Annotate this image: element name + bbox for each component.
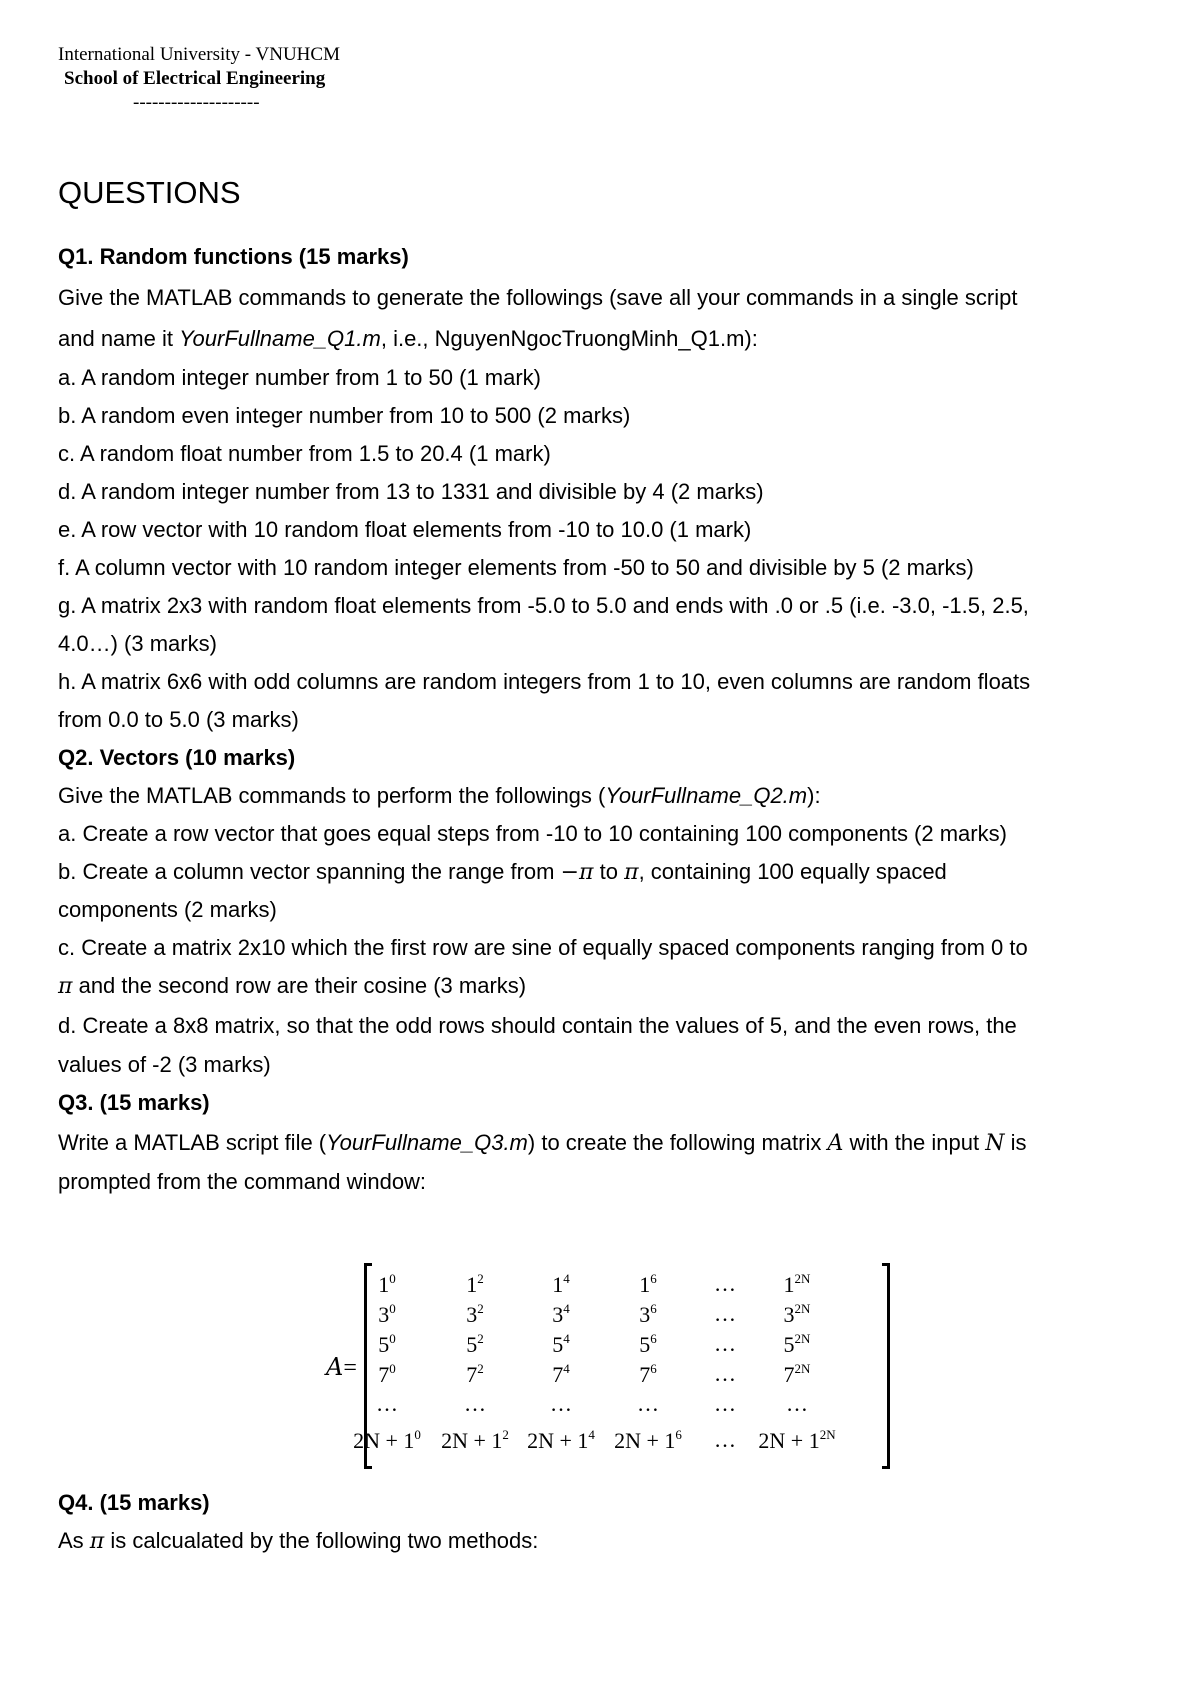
- q2-intro: [58, 777, 1148, 815]
- matrix-cell: …: [550, 1391, 572, 1416]
- q4-text-b: is calcualated by the following two methods:: [104, 1528, 539, 1553]
- q2-item-d-line1: d. Create a 8x8 matrix, so that the odd rows should contain the values of 5, and the even rows, the: [58, 1013, 1017, 1038]
- matrix-cell: $7^6$: [639, 1361, 657, 1387]
- header-divider: --------------------: [133, 92, 260, 113]
- matrix-cell: …: [376, 1391, 398, 1416]
- matrix-cell: $1^0$: [378, 1271, 396, 1297]
- school-name: School of Electrical Engineering: [64, 68, 326, 89]
- matrix-cell: $7^2$: [466, 1361, 484, 1387]
- matrix-cell: $2N + 1^4$: [527, 1427, 595, 1453]
- matrix-cell: $1^{2N}$: [783, 1271, 811, 1297]
- q1-intro-text-a: and name it: [58, 326, 180, 351]
- q3-text-d: is: [1004, 1130, 1027, 1155]
- q2-item-c-text: and the second row are their cosine (3 marks): [72, 973, 527, 998]
- matrix-cell: …: [714, 1361, 736, 1386]
- q3-var-a: A: [827, 1131, 844, 1156]
- q1-heading: Q1. Random functions (15 marks): [58, 244, 409, 269]
- q2-pi: π: [624, 860, 639, 885]
- q2-intro-text-b: ):: [807, 783, 821, 808]
- q2-heading: Q2. Vectors (10 marks): [58, 745, 296, 770]
- q1-item-b: b. A random even integer number from 10 to 500 (2 marks): [58, 403, 631, 428]
- matrix-cell: …: [714, 1301, 736, 1326]
- q1-item-d: d. A random integer number from 13 to 1331 and divisible by 4 (2 marks): [58, 479, 764, 504]
- matrix-cell: $5^{2N}$: [783, 1331, 811, 1357]
- q2-filename: YourFullname_Q2.m: [605, 783, 808, 808]
- university-name: International University - VNUHCM: [58, 44, 340, 65]
- matrix-cell: $5^4$: [552, 1331, 570, 1357]
- q1-item-e: e. A row vector with 10 random float elements from -10 to 10.0 (1 mark): [58, 517, 752, 542]
- q1-intro-line1: Give the MATLAB commands to generate the followings (save all your commands in a single script: [58, 285, 1018, 310]
- matrix-cell: $1^6$: [639, 1271, 657, 1297]
- q2-item-c-line2: [58, 967, 1148, 1005]
- q2-item-b-text-a: b. Create a column vector spanning the range from: [58, 859, 561, 884]
- matrix-cell: $1^2$: [466, 1271, 484, 1297]
- matrix-cell: …: [714, 1427, 736, 1452]
- q1-filename: YourFullname_Q1.m: [179, 326, 381, 351]
- matrix-cell: …: [637, 1391, 659, 1416]
- matrix-cell: $2N + 1^{2N}$: [758, 1427, 836, 1453]
- q3-filename: YourFullname_Q3.m: [326, 1130, 528, 1155]
- q3-var-n: N: [985, 1131, 1005, 1156]
- q2-item-b-line1: [58, 853, 1148, 891]
- matrix-cell: $2N + 1^2$: [441, 1427, 509, 1453]
- matrix-cell: …: [714, 1391, 736, 1416]
- matrix-cell: $5^6$: [639, 1331, 657, 1357]
- matrix-a: [320, 1263, 890, 1473]
- matrix-cell: $7^0$: [378, 1361, 396, 1387]
- q2-minus-pi: −π: [560, 860, 594, 885]
- matrix-cell: $7^{2N}$: [783, 1361, 811, 1387]
- q3-heading: Q3. (15 marks): [58, 1090, 210, 1115]
- q3-line1: [58, 1122, 1148, 1163]
- matrix-right-bracket: [882, 1263, 890, 1469]
- q2-item-a: a. Create a row vector that goes equal steps from -10 to 10 containing 100 components (2 marks): [58, 821, 1007, 846]
- matrix-cell: $2N + 1^6$: [614, 1427, 682, 1453]
- q2-c-pi: π: [58, 974, 73, 999]
- matrix-cell: …: [714, 1271, 736, 1296]
- q2-item-b-text-c: , containing 100 equally spaced: [638, 859, 947, 884]
- matrix-cell: $3^6$: [639, 1301, 657, 1327]
- matrix-cell: …: [786, 1391, 808, 1416]
- q3-text-b: ) to create the following matrix: [527, 1130, 828, 1155]
- questions-body: [58, 236, 1148, 1201]
- q3-text-c: with the input: [843, 1130, 986, 1155]
- matrix-cell: $1^4$: [552, 1271, 570, 1297]
- matrix-cell: $3^0$: [378, 1301, 396, 1327]
- q1-item-f: f. A column vector with 10 random integer elements from -50 to 50 and divisible by 5 (2 marks): [58, 555, 974, 580]
- matrix-cell: $3^2$: [466, 1301, 484, 1327]
- q2-item-b-line2: components (2 marks): [58, 897, 277, 922]
- q4-heading: Q4. (15 marks): [58, 1490, 210, 1515]
- q2-intro-text-a: Give the MATLAB commands to perform the followings (: [58, 783, 606, 808]
- q4-pi: π: [89, 1529, 105, 1554]
- q2-item-d-line2: values of -2 (3 marks): [58, 1052, 271, 1077]
- q1-item-h-line1: h. A matrix 6x6 with odd columns are random integers from 1 to 10, even columns are random floats: [58, 669, 1031, 694]
- q4-section: [58, 1484, 1148, 1560]
- matrix-cell: …: [714, 1331, 736, 1356]
- q1-intro-line2: [58, 318, 1148, 359]
- q1-item-c: c. A random float number from 1.5 to 20.4 (1 mark): [58, 441, 551, 466]
- q1-item-a: a. A random integer number from 1 to 50 (1 mark): [58, 365, 542, 390]
- matrix-cell: $5^2$: [466, 1331, 484, 1357]
- q3-line2: prompted from the command window:: [58, 1169, 427, 1194]
- matrix-cell: $2N + 1^0$: [353, 1427, 421, 1453]
- matrix-cell: $5^0$: [378, 1331, 396, 1357]
- matrix-cell: $3^4$: [552, 1301, 570, 1327]
- matrix-label: A=: [326, 1353, 357, 1381]
- matrix-cell: …: [464, 1391, 486, 1416]
- page-title: QUESTIONS: [58, 175, 241, 210]
- q2-item-c-line1: c. Create a matrix 2x10 which the first row are sine of equally spaced components ranging from 0 to: [58, 935, 1028, 960]
- q3-text-a: Write a MATLAB script file (: [58, 1130, 327, 1155]
- q1-item-g-line1: g. A matrix 2x3 with random float elements from -5.0 to 5.0 and ends with .0 or .5 (i.e. -3.0, -1.5, 2.5,: [58, 593, 1029, 618]
- q1-intro-text-b: , i.e., NguyenNgocTruongMinh_Q1.m):: [380, 326, 758, 351]
- q2-item-b-text-b: to: [593, 859, 625, 884]
- q1-item-h-line2: from 0.0 to 5.0 (3 marks): [58, 707, 299, 732]
- matrix-cell: $3^{2N}$: [783, 1301, 811, 1327]
- q4-line: [58, 1522, 1148, 1560]
- matrix-cell: $7^4$: [552, 1361, 570, 1387]
- q4-text-a: As: [58, 1528, 90, 1553]
- q1-item-g-line2: 4.0…) (3 marks): [58, 631, 217, 656]
